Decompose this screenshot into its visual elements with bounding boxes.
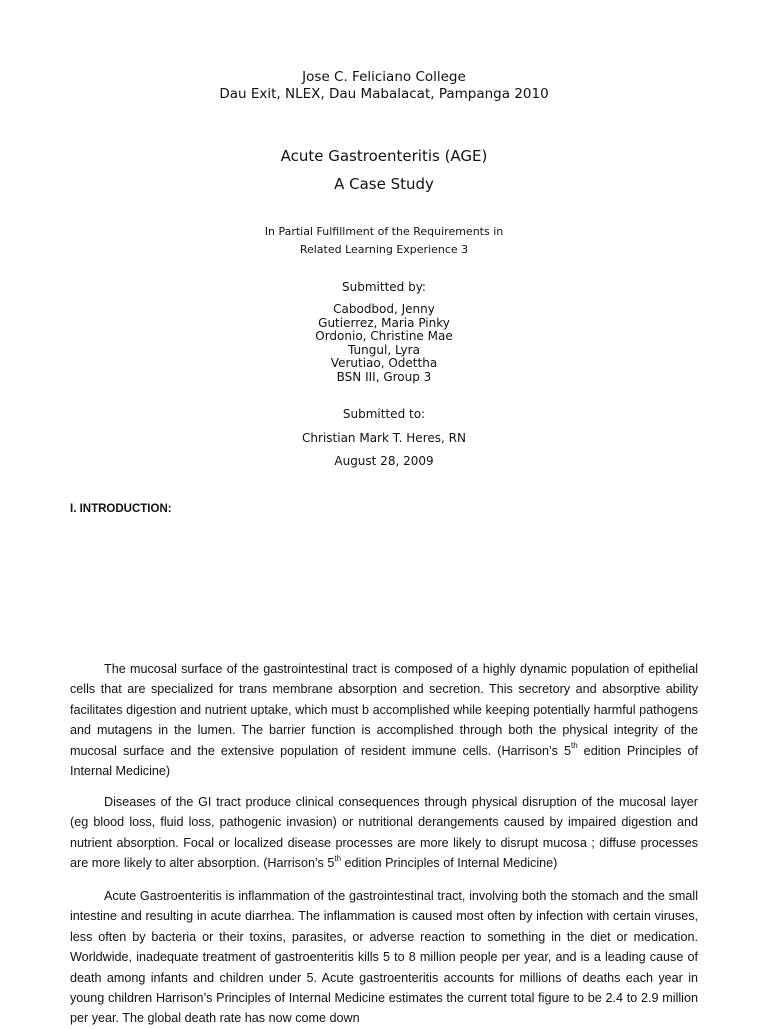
fulfillment-line-2: Related Learning Experience 3 xyxy=(299,243,469,256)
paragraph-1 xyxy=(70,659,698,781)
superscript: th xyxy=(334,854,342,864)
paragraph-2-text: Diseases of the GI tract produce clinical consequences through physical disruption of the mucosal layer (eg blood loss, fluid loss, pathogenic invasion) or nutritional derangements caused by impaired digestion and nutrient absorption. Focal or localized disease processes are more likely to disrupt mucosa ; diffuse processes are more likely to alter absorption. (Harrison’s 5 xyxy=(70,795,698,871)
paragraph-3 xyxy=(70,886,698,1029)
submission-date: August 28, 2009 xyxy=(334,454,434,468)
instructor-name: Christian Mark T. Heres, RN xyxy=(302,431,466,445)
college-address: Dau Exit, NLEX, Dau Mabalacat, Pampanga 2010 xyxy=(219,86,549,102)
paragraph-3-text: Acute Gastroenteritis is inflammation of the gastrointestinal tract, involving both the stomach and the small intestine and resulting in acute diarrhea. The inflammation is caused most often by infection with certain viruses, less often by bacteria or their toxins, parasites, or adverse reaction to something in the diet or medication. Worldwide, inadequate treatment of gastroenteritis kills 5 to 8 million people per year, and is a leading cause of death among infants and children under 5. Acute gastroenteritis accounts for millions of deaths each year in young children Harrison’s Principles of Internal Medicine estimates the current total figure to be 2.4 to 2.9 million per year. The global death rate has now come down xyxy=(70,889,698,1026)
document-subtitle: A Case Study xyxy=(334,175,434,193)
submitter-list xyxy=(0,303,768,385)
submitted-to-label: Submitted to: xyxy=(342,407,426,421)
paragraph-2 xyxy=(70,792,698,874)
section-heading: I. INTRODUCTION: xyxy=(70,503,172,515)
document-title: Acute Gastroenteritis (AGE) xyxy=(280,147,488,165)
submitted-by-label: Submitted by: xyxy=(342,280,426,294)
submitter-name: Ordonio, Christine Mae xyxy=(315,329,453,344)
submitter-group: BSN III, Group 3 xyxy=(336,369,432,384)
submitter-name: Tungul, Lyra xyxy=(348,342,420,357)
college-name: Jose C. Feliciano College xyxy=(302,69,466,85)
paragraph-1-citation: edition Principles of Internal Medicine) xyxy=(70,743,698,779)
paragraph-1-text: The mucosal surface of the gastrointestinal tract is composed of a highly dynamic population of epithelial cells that are specialized for trans membrane absorption and secretion. This secretory and absorptive ability facilitates digestion and nutrient uptake, which must b accomplished while keeping potentially harmful pathogens and mutagens in the lumen. The barrier function is accomplished through both the physical integrity of the mucosal surface and the extensive population of resident immune cells. (Harrison’s 5 xyxy=(70,662,698,758)
superscript: th xyxy=(570,741,578,751)
submitter-name: Cabodbod, Jenny xyxy=(333,302,435,316)
submitter-name: Gutierrez, Maria Pinky xyxy=(318,315,450,330)
paragraph-2-citation: edition Principles of Internal Medicine) xyxy=(341,856,558,871)
submitter-name: Verutiao, Odettha xyxy=(330,356,438,371)
fulfillment-line-1: In Partial Fulfillment of the Requirements in xyxy=(264,225,504,238)
